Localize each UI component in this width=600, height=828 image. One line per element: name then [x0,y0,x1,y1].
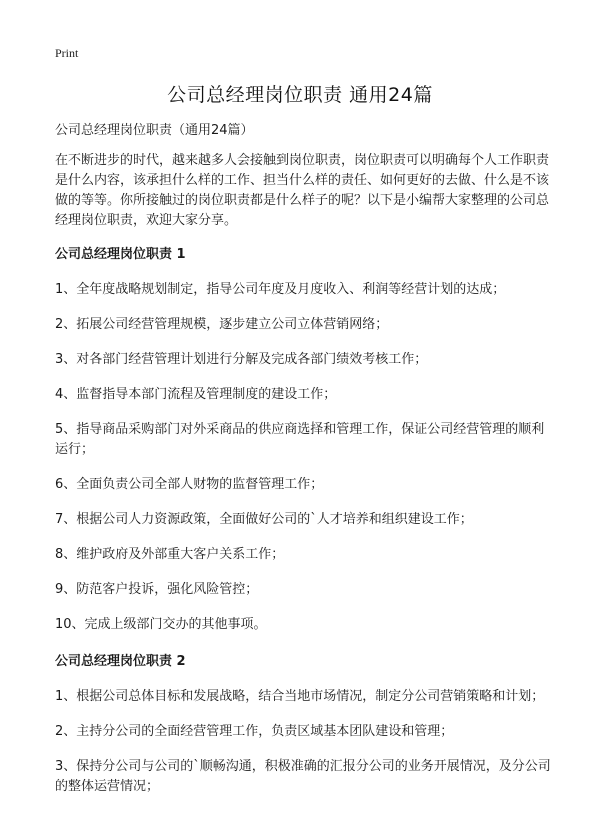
section-heading: 公司总经理岗位职责 2 [55,654,186,669]
list-item: 3、对各部门经营管理计划进行分解及完成各部门绩效考核工作； [55,352,428,367]
page-title: 公司总经理岗位职责 通用24篇 [167,84,433,106]
intro-paragraph: 在不断进步的时代，越来越多人会接触到岗位职责，岗位职责可以明确每个人工作职责是什么内容，该承担什么样的工作、担当什么样的责任、如何更好的去做、什么是不该做的等等。你所接触过的岗位职责都是什么样子的呢？以下是小编帮大家整理的公司总经理岗位职责，欢迎大家分享。 [55,153,550,228]
list-item: 9、防范客户投诉，强化风险管控； [55,582,259,597]
list-item: 6、全面负责公司全部人财物的监督管理工作； [55,477,324,492]
section-heading: 公司总经理岗位职责 1 [55,247,186,262]
print-link[interactable]: Print [55,46,79,60]
list-item: 3、保持分公司与公司的`顺畅沟通，积极准确的汇报分公司的业务开展情况，及分公司的整体运营情况； [55,759,551,794]
list-item: 8、维护政府及外部重大客户关系工作； [55,547,285,562]
article-subtitle: 公司总经理岗位职责（通用24篇） [55,123,254,138]
list-item: 2、拓展公司经营管理规模，逐步建立公司立体营销网络； [55,317,389,332]
list-item: 4、监督指导本部门流程及管理制度的建设工作； [55,387,337,402]
list-item: 2、主持分公司的全面经营管理工作，负责区域基本团队建设和管理； [55,724,454,739]
list-item: 1、全年度战略规划制定，指导公司年度及月度收入、利润等经营计划的达成； [55,282,506,297]
list-item: 7、根据公司人力资源政策，全面做好公司的`人才培养和组织建设工作； [55,512,473,527]
list-item: 10、完成上级部门交办的其他事项。 [55,617,267,632]
article-body [55,121,555,812]
list-item: 5、指导商品采购部门对外采商品的供应商选择和管理工作，保证公司经营管理的顺利运行； [55,422,545,457]
list-item: 1、根据公司总体目标和发展战略，结合当地市场情况，制定分公司营销策略和计划； [55,689,545,704]
